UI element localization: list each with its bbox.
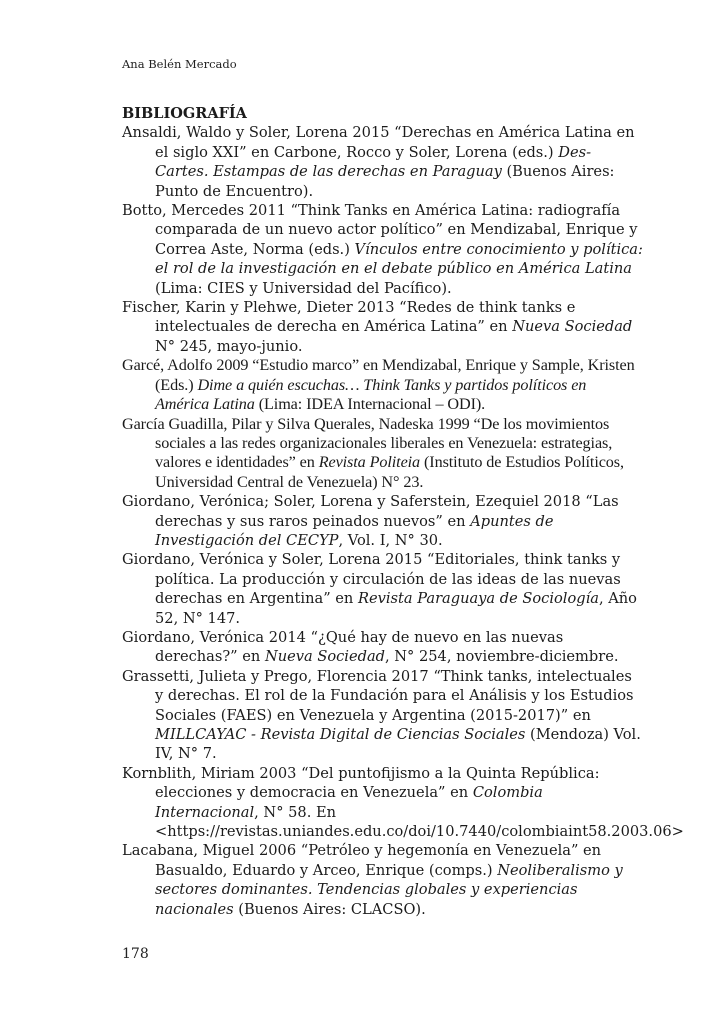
bibliography-entry-fischer: Fischer, Karin y Plehwe, Dieter 2013 “Redes de think tanks e intelectuales de derecha en América Latina” en Nueva Sociedad N° 245, mayo-junio. [122, 299, 633, 355]
bibliography-entry-garce: Garcé, Adolfo 2009 “Estudio marco” en Mendizabal, Enrique y Sample, Kristen (Eds.) Dime a quién escuchas… Think Tanks y partidos políticos en América Latina (Lima: IDEA Internacional – ODI). [122, 356, 635, 414]
page-number: 178 [122, 946, 149, 962]
bibliography-entry-giordano-2014: Giordano, Verónica 2014 “¿Qué hay de nuevo en las nuevas derechas?” en Nueva Sociedad, N° 254, noviembre-diciembre. [122, 628, 619, 666]
bibliography-entry-lacabana: Lacabana, Miguel 2006 “Petróleo y hegemonía en Venezuela” en Basualdo, Eduardo y Arceo, Enrique (comps.) Neoliberalismo y sectores dominantes. Tendencias globales y experiencias nacionales (Buenos Aires: CLACSO). [122, 842, 623, 918]
bibliography-entry-kornblith: Kornblith, Miriam 2003 “Del puntofijismo a la Quinta República: elecciones y democracia en Venezuela” en Colombia Internacional, N° 58. En <https://revistas.uniandes.edu.co/doi/10.7440/colombiaint58.2003.06> [122, 764, 684, 841]
bibliography-section [122, 104, 684, 919]
running-head: Ana Belén Mercado [122, 57, 237, 71]
bibliography-entry-grassetti: Grassetti, Julieta y Prego, Florencia 2017 “Think tanks, intelectuales y derechas. El rol de la Fundación para el Análisis y los Estudios Sociales (FAES) en Venezuela y Argentina (2015-2017)” en MILLCAYAC - Revista Digital de Ciencias Sociales (Mendoza) Vol. IV, N° 7. [122, 667, 641, 763]
bibliography-entry-ansaldi: Ansaldi, Waldo y Soler, Lorena 2015 “Derechas en América Latina en el siglo XXI” en Carbone, Rocco y Soler, Lorena (eds.) Des-Cartes. Estampas de las derechas en Paraguay (Buenos Aires: Punto de Encuentro). [122, 124, 635, 200]
bibliography-entry-botto: Botto, Mercedes 2011 “Think Tanks en América Latina: radiografía comparada de un nuevo actor político” en Mendizabal, Enrique y Correa Aste, Norma (eds.) Vínculos entre conocimiento y política: el rol de la investigación en el debate público en América Latina (Lima: CIES y Universidad del Pacífico). [122, 202, 643, 297]
bibliography-entry-giordano-2018: Giordano, Verónica; Soler, Lorena y Saferstein, Ezequiel 2018 “Las derechas y sus raros peinados nuevos” en Apuntes de Investigación del CECYP, Vol. I, N° 30. [122, 493, 619, 549]
bibliography-entry-giordano-2015: Giordano, Verónica y Soler, Lorena 2015 “Editoriales, think tanks y política. La producción y circulación de las ideas de las nuevas derechas en Argentina” en Revista Paraguaya de Sociología, Año 52, N° 147. [122, 551, 637, 627]
section-title: BIBLIOGRAFÍA [122, 105, 247, 122]
bibliography-entry-garcia-guadilla: García Guadilla, Pilar y Silva Querales, Nadeska 1999 “De los movimientos sociales a las redes organizacionales liberales en Venezuela: estrategias, valores e identidades” en Revista Politeia (Instituto de Estudios Políticos, Universidad Central de Venezuela) N° 23. [122, 414, 624, 491]
